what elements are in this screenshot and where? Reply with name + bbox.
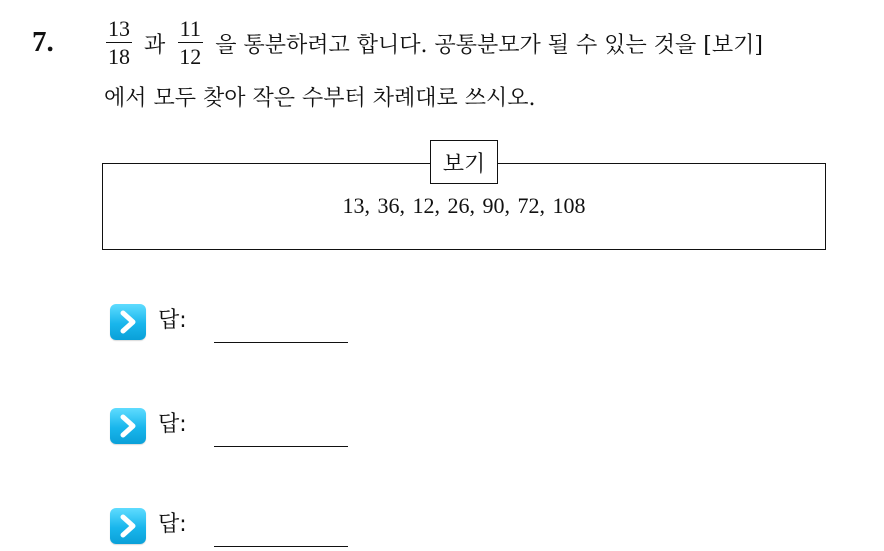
fraction-a-numerator: 13 bbox=[108, 16, 130, 41]
fraction-b-numerator: 11 bbox=[179, 16, 201, 41]
answer-label: 답: bbox=[158, 308, 187, 333]
answer-blank-line[interactable] bbox=[214, 546, 348, 547]
fraction-b-denominator: 12 bbox=[179, 44, 202, 69]
fraction-13-18 bbox=[106, 18, 132, 68]
answer-blank-line[interactable] bbox=[214, 446, 348, 447]
fraction-a-denominator: 18 bbox=[108, 44, 130, 69]
question-text-1: 을 통분하려고 합니다. 공통분모가 될 수 있는 것을 [보기] bbox=[215, 32, 763, 58]
answer-label: 답: bbox=[158, 412, 187, 437]
bogi-values: 13, 36, 12, 26, 90, 72, 108 bbox=[342, 193, 586, 218]
answer-label: 답: bbox=[158, 512, 187, 537]
fraction-11-12 bbox=[177, 18, 203, 68]
chevron-right-icon bbox=[110, 508, 146, 544]
question-line-2: 에서 모두 찾아 작은 수부터 차례대로 쓰시오. bbox=[104, 86, 536, 111]
question-number: 7. bbox=[32, 26, 54, 58]
bogi-label: 보기 bbox=[430, 140, 498, 184]
question-line-1 bbox=[104, 14, 763, 72]
chevron-right-icon bbox=[110, 304, 146, 340]
chevron-right-icon bbox=[110, 408, 146, 444]
conjunction-text: 과 bbox=[144, 32, 166, 58]
answer-blank-line[interactable] bbox=[214, 342, 348, 343]
